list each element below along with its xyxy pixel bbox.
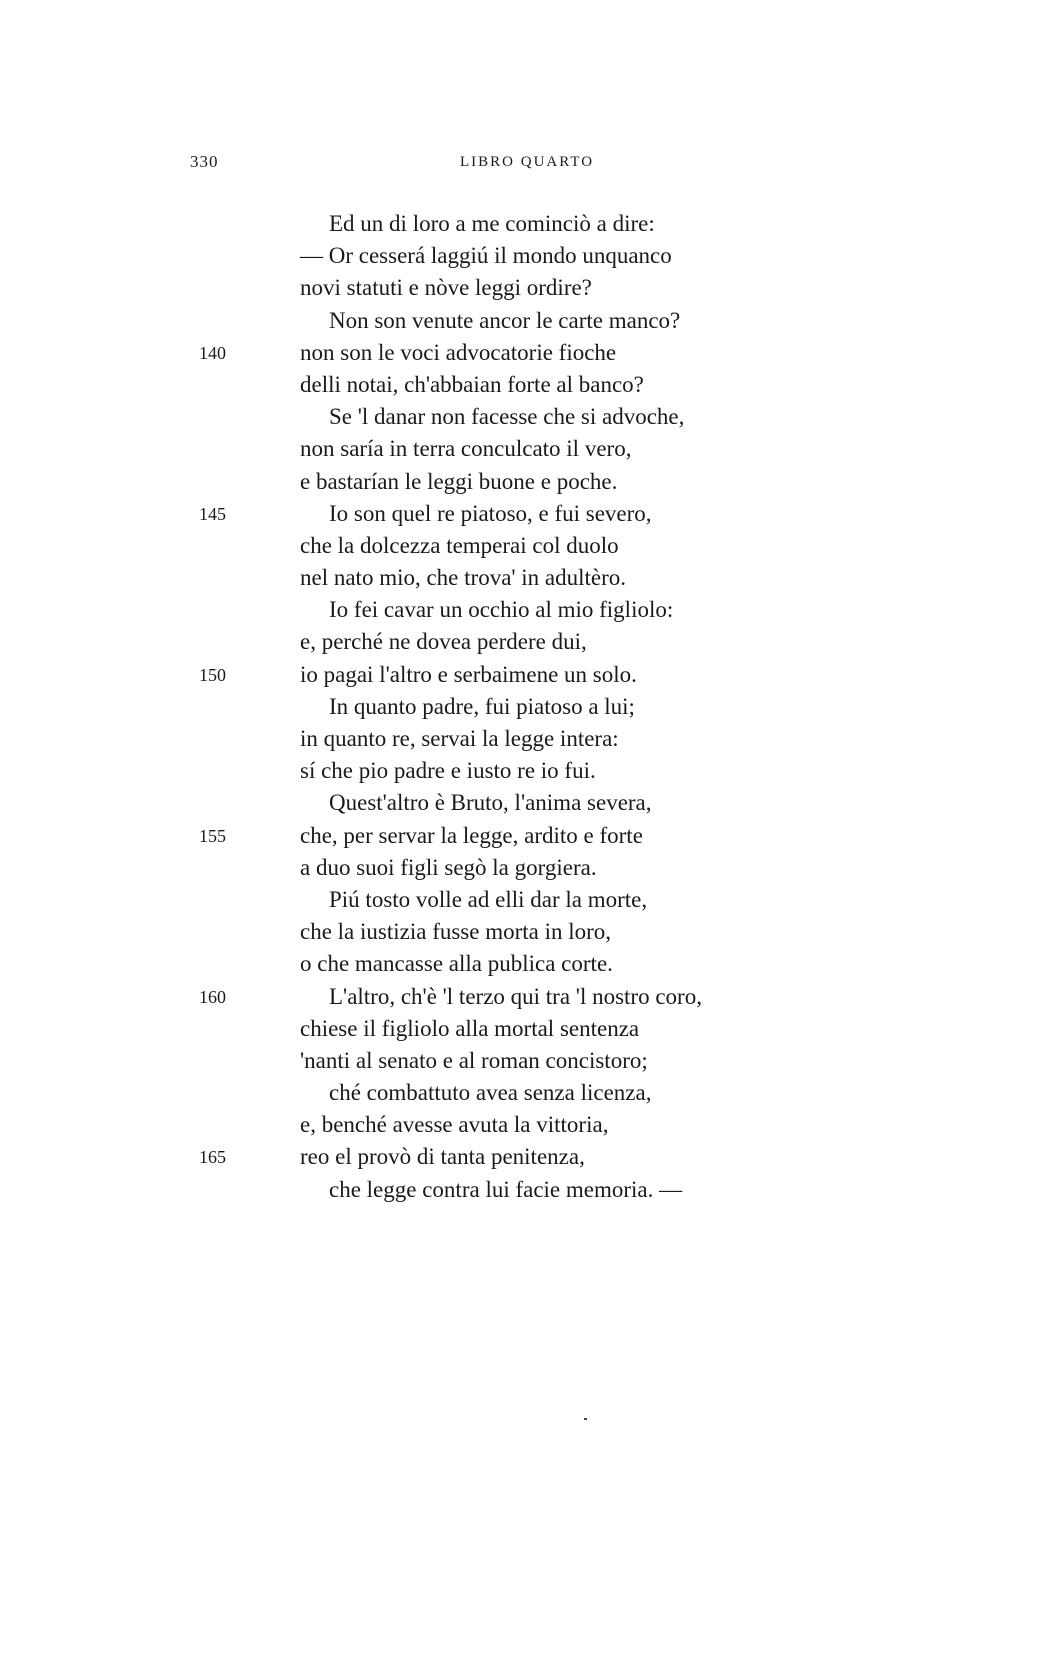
verse-line <box>300 272 860 304</box>
verse-line <box>300 1174 860 1206</box>
verse-text: Io fei cavar un occhio al mio figliolo: <box>329 597 674 623</box>
verse-text: — Or cesserá laggiú il mondo unquanco <box>300 243 672 269</box>
line-number: 145 <box>199 503 226 524</box>
verse-line <box>300 852 860 884</box>
line-number: 150 <box>199 664 226 685</box>
verse-line <box>300 723 860 755</box>
verse-text: novi statuti e nòve leggi ordire? <box>300 275 592 301</box>
verse-line <box>300 466 860 498</box>
running-title: LIBRO QUARTO <box>460 154 595 170</box>
line-number: 140 <box>199 342 226 363</box>
verse-text: Piú tosto volle ad elli dar la morte, <box>329 886 648 912</box>
verse-text: e bastarían le leggi buone e poche. <box>300 468 618 494</box>
verse-line <box>300 916 860 948</box>
verse-line <box>300 562 860 594</box>
verse-line <box>199 659 860 691</box>
verse-line <box>199 337 860 369</box>
verse-line <box>300 691 860 723</box>
verse-line <box>300 1077 860 1109</box>
verse-text: che, per servar la legge, ardito e forte <box>300 822 643 848</box>
verse-line <box>300 1045 860 1077</box>
verse-line <box>300 787 860 819</box>
verse-text: ché combattuto avea senza licenza, <box>329 1080 652 1106</box>
verse-text: sí che pio padre e iusto re io fui. <box>300 758 596 784</box>
verse-line <box>199 1141 860 1173</box>
verse-line <box>199 820 860 852</box>
verse-text: che la iustizia fusse morta in loro, <box>300 919 612 945</box>
verse-line <box>300 884 860 916</box>
verse-line <box>300 1013 860 1045</box>
verse-line <box>300 208 860 240</box>
verse-text: In quanto padre, fui piatoso a lui; <box>329 693 635 719</box>
verse-line <box>300 1109 860 1141</box>
verse-text: che la dolcezza temperai col duolo <box>300 532 619 558</box>
verse-line <box>300 369 860 401</box>
verse-text: Io son quel re piatoso, e fui severo, <box>329 500 652 526</box>
verse-line <box>300 530 860 562</box>
verse-text: chiese il figliolo alla mortal sentenza <box>300 1015 640 1041</box>
verse-line <box>300 755 860 787</box>
verse-line <box>300 626 860 658</box>
verse-text: e, perché ne dovea perdere dui, <box>300 629 587 655</box>
verse-text: non son le voci advocatorie fioche <box>300 339 617 365</box>
line-number: 160 <box>199 986 226 1007</box>
verse-line <box>300 594 860 626</box>
verse-text: delli notai, ch'abbaian forte al banco? <box>300 371 644 397</box>
verse-text: a duo suoi figli segò la gorgiera. <box>300 854 597 880</box>
verse-text: io pagai l'altro e serbaimene un solo. <box>300 661 637 687</box>
verse-text: non saría in terra conculcato il vero, <box>300 436 632 462</box>
poem-text <box>199 208 860 1206</box>
verse-text: Se 'l danar non facesse che si advoche, <box>329 404 685 430</box>
verse-line <box>300 433 860 465</box>
verse-line <box>300 240 860 272</box>
verse-text: 'nanti al senato e al roman concistoro; <box>300 1047 648 1073</box>
verse-line <box>199 498 860 530</box>
line-number: 155 <box>199 825 226 846</box>
verse-text: in quanto re, servai la legge intera: <box>300 726 619 751</box>
verse-text: che legge contra lui facie memoria. — <box>329 1176 683 1202</box>
verse-line <box>300 401 860 433</box>
verse-text: Non son venute ancor le carte manco? <box>329 307 681 333</box>
verse-text: o che mancasse alla publica corte. <box>300 951 613 977</box>
page-number: 330 <box>190 152 219 171</box>
verse-line <box>300 948 860 980</box>
verse-text: nel nato mio, che trova' in adultèro. <box>300 565 627 591</box>
verse-line <box>199 981 860 1013</box>
verse-line <box>300 305 860 337</box>
line-number: 165 <box>199 1147 226 1168</box>
verse-text: reo el provò di tanta penitenza, <box>300 1144 585 1170</box>
verse-text: Quest'altro è Bruto, l'anima severa, <box>329 790 652 816</box>
page-mark <box>584 1418 587 1420</box>
verse-text: Ed un di loro a me cominciò a dire: <box>329 211 655 236</box>
verse-text: e, benché avesse avuta la vittoria, <box>300 1112 609 1138</box>
verse-text: L'altro, ch'è 'l terzo qui tra 'l nostro coro, <box>329 983 702 1009</box>
